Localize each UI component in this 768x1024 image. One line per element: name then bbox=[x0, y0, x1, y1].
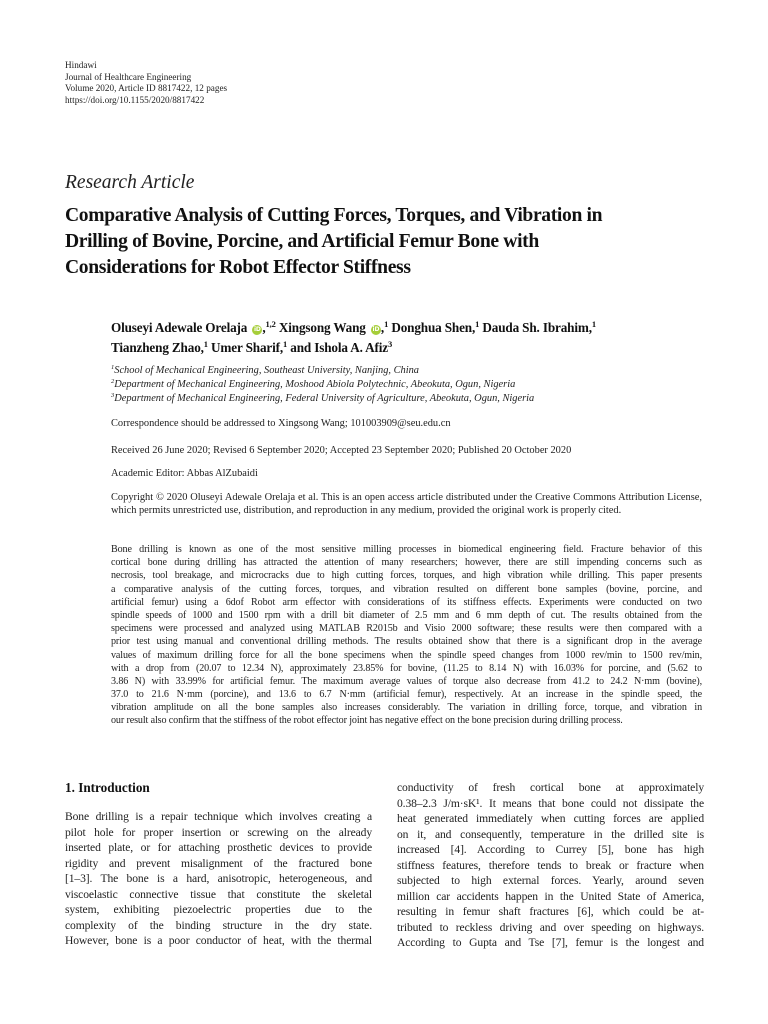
abstract-line: specimens were processed and analyzed using MATLAB R2015b and Visio 2000 software; these results were then compared with a bbox=[111, 623, 702, 635]
journal-header bbox=[65, 60, 227, 106]
author-affiliation-sup: 3 bbox=[387, 339, 393, 349]
abstract-line: 37.0 to 21.6 N·mm (porcine), and 13.6 to 6.7 N·mm (artificial femur), respectively. At an increase in the spindle speed, the bbox=[111, 689, 702, 701]
author-list bbox=[111, 318, 711, 358]
academic-editor: Academic Editor: Abbas AlZubaidi bbox=[111, 468, 258, 479]
title-line: Considerations for Robot Effector Stiffness bbox=[65, 257, 411, 279]
abstract-line: our result also confirm that the stiffness of the robot effector joint has negative effect on the bone precision during drilling process. bbox=[111, 715, 623, 727]
body-line: conductivity of fresh cortical bone at approximately bbox=[397, 781, 704, 794]
body-line: million car accidents happen in the United State of America, bbox=[397, 889, 704, 903]
article-title bbox=[65, 203, 715, 282]
body-column-right bbox=[397, 780, 704, 951]
body-line: rigidity and prevent misalignment of the fractured bone bbox=[65, 856, 372, 870]
title-line: Drilling of Bovine, Porcine, and Artificial Femur Bone with bbox=[65, 231, 539, 253]
body-line: [1–3]. The bone is a hard, anisotropic, heterogeneous, and bbox=[65, 872, 372, 885]
article-type: Research Article bbox=[65, 172, 195, 193]
body-column-left bbox=[65, 809, 372, 949]
abstract-line: with a drop from (20.07 to 12.34 N), approximately 23.85% for bovine, (11.25 to 8.14 N) with 16.03% for porcine, and (5.62 to bbox=[111, 662, 702, 674]
affiliation-list bbox=[111, 364, 534, 406]
author-affiliation-sup: 1 bbox=[283, 339, 288, 349]
abstract-line: Bone drilling is known as one of the most sensitive milling processes in biomedical engineering field. Fracture behavior of this bbox=[111, 544, 702, 555]
body-line: stiffness features, therefore tends to break or fracture when bbox=[397, 858, 704, 872]
title-line: Comparative Analysis of Cutting Forces, Torques, and Vibration in bbox=[65, 205, 603, 226]
affiliation-item bbox=[111, 378, 534, 392]
author-line: Oluseyi Adewale Orelaja iD ,$^{1,2}$ Xingsong Wang iD ,$^1$ Donghua Shen,$^1$ Dauda Sh. Ibrahim,$^1$ bbox=[111, 319, 596, 335]
body-line: on it, and consequently, temperature in the drilled site is bbox=[397, 827, 704, 841]
author-name[interactable]: Oluseyi Adewale Orelaja bbox=[111, 320, 248, 335]
publisher-name: Hindawi bbox=[65, 60, 97, 70]
author-affiliation-sup: 1 bbox=[591, 319, 596, 329]
abstract-line: 3.86 N) with 33.99% for artificial femur. The maximum average values of torque also decrease from 41.2 to 24.2 N·mm (bovine), bbox=[111, 675, 702, 687]
abstract bbox=[111, 543, 702, 728]
abstract-line: a comparative analysis of the cutting forces, torques, and vibration resulted on different bone samples (bovine, porcine, and bbox=[111, 583, 702, 595]
body-line: pilot hole for proper insertion or screwing on the already bbox=[65, 825, 372, 839]
body-line: complexity of the binding structure in the dry state. bbox=[65, 918, 372, 932]
author-name[interactable]: and Ishola A. Afiz bbox=[290, 340, 388, 355]
affiliation-sup: 1 bbox=[111, 364, 115, 371]
author-affiliation-sup: 1,2 bbox=[265, 319, 276, 329]
affiliation-item bbox=[111, 392, 534, 406]
affiliation-text: Department of Mechanical Engineering, Moshood Abiola Polytechnic, Abeokuta, Ogun, Nigeria bbox=[114, 379, 516, 390]
section-heading: 1. Introduction bbox=[65, 780, 150, 795]
body-line: system, exhibiting piezoelectric properties due to the bbox=[65, 903, 372, 916]
volume-info: Volume 2020, Article ID 8817422, 12 pages bbox=[65, 83, 228, 94]
body-line: subjected to high external forces. Yearly, around seven bbox=[397, 874, 704, 887]
abstract-line: vibration amplitude on all the bone samples also increases considerably. The variation in drilling force, torque, and vibration in bbox=[111, 702, 702, 714]
publication-dates: Received 26 June 2020; Revised 6 September 2020; Accepted 23 September 2020; Published 20 October 2020 bbox=[111, 445, 572, 456]
author-line bbox=[111, 338, 711, 358]
body-line: However, bone is a poor conductor of heat, with the thermal bbox=[65, 934, 372, 947]
affiliation-text: School of Mechanical Engineering, Southeast University, Nanjing, China bbox=[114, 365, 420, 376]
author-name[interactable]: Umer Sharif, bbox=[211, 340, 283, 355]
body-line: viscoelastic connective tissue that constitute the skeletal bbox=[65, 887, 372, 901]
author-name[interactable]: Dauda Sh. Ibrahim, bbox=[482, 320, 592, 335]
body-line: resulting in femur shaft fractures [6], which could be at- bbox=[397, 905, 704, 918]
body-line: increased [4]. According to Currey [5], bone has high bbox=[397, 843, 704, 856]
copyright-notice: Copyright © 2020 Oluseyi Adewale Orelaja et al. This is an open access article distributed under the Creative Commons Attribution License, which permits unrestricted use, distribution, and reproduction in any medium, provided the original work is properly cited. bbox=[111, 492, 702, 517]
correspondence: Correspondence should be addressed to Xingsong Wang; 101003909@seu.edu.cn bbox=[111, 418, 451, 429]
affiliation-sup: 3 bbox=[111, 392, 115, 399]
abstract-line: spindle speeds of 1000 and 1500 rpm with a drill bit diameter of 2.5 mm and 6 mm depth of cut. The results obtained from the bbox=[111, 609, 702, 621]
orcid-icon[interactable]: iD bbox=[254, 326, 261, 333]
affiliation-item bbox=[111, 364, 534, 378]
author-affiliation-sup: 1 bbox=[203, 339, 208, 349]
body-line: According to Gupta and Tse [7], femur is the longest and bbox=[397, 936, 704, 949]
affiliation-sup: 2 bbox=[111, 378, 115, 385]
orcid-icon[interactable]: iD bbox=[372, 326, 380, 333]
abstract-line: values of maximum drilling force for all the bone specimens when the spindle speed changes from 1000 rev/min to 1500 rev/min, bbox=[111, 649, 702, 661]
author-affiliation-sup: 1 bbox=[475, 319, 480, 329]
abstract-line: artificial femur) using a 6dof Robot arm effector with considerations of its stiffness effects. Experiments were conducted on two bbox=[111, 596, 702, 608]
abstract-line: prior test using manual and conventional drilling methods. The results obtained show that there is a significant drop in the average bbox=[111, 636, 702, 648]
body-line: Bone drilling is a repair technique which involves creating a bbox=[65, 810, 372, 823]
body-line: inserted plate, or for attaching prosthetic devices to provide bbox=[65, 841, 372, 854]
author-name[interactable]: Donghua Shen, bbox=[391, 320, 476, 335]
body-line: heat generated immediately when cutting forces are applied bbox=[397, 812, 704, 825]
body-line: 0.38–2.3 J/m·sK¹. It means that bone could not dissipate the bbox=[397, 796, 704, 810]
body-line: tributed to reckless driving and over speeding on highways. bbox=[397, 920, 704, 934]
author-affiliation-sup: 1 bbox=[384, 319, 389, 329]
author-name[interactable]: Xingsong Wang bbox=[278, 320, 366, 335]
affiliation-text: Department of Mechanical Engineering, Federal University of Agriculture, Abeokuta, Ogun, Nigeria bbox=[114, 393, 535, 404]
journal-name: Journal of Healthcare Engineering bbox=[65, 71, 192, 82]
abstract-line: cortical bone during drilling has attracted the attention of many researchers; however, there are still impending concerns such as bbox=[111, 557, 702, 569]
abstract-line: necrosis, tool breakage, and microcracks due to high cutting forces, torques, and high vibration while drilling. This paper presents bbox=[111, 570, 702, 582]
doi-link[interactable]: https://doi.org/10.1155/2020/8817422 bbox=[65, 94, 205, 105]
author-name[interactable]: Tianzheng Zhao, bbox=[111, 340, 204, 355]
